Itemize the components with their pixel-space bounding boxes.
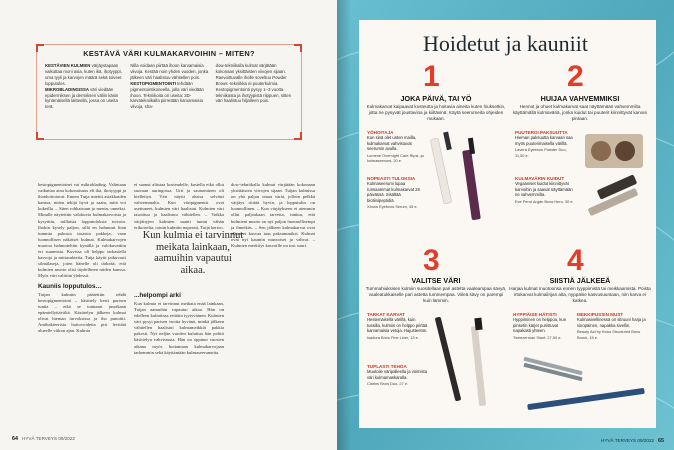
- product-card-4: KULMAVÄRIN KUIDUT Vegaaniset kuidut kiinnittyvät karvoihin ja saavat näyttämään ne vahvemmilta. Eve Perot Argan Brow Hero, 30 e.: [515, 176, 574, 204]
- powder-products-image: [579, 128, 651, 228]
- gutter-shadow: [337, 0, 351, 450]
- product-card-8: MEKKIPUSSIN MUST Kulmasivellinessä on sitruuni harja ja vinopäinen, napakka sivellin. Beauty Aid by Kicks Structured Brow Brush, 15 e.: [577, 312, 646, 340]
- pull-quote: Kun kulmia ei tarvinnut meikata lainkaan, aamuihin vapautui aikaa.: [142, 230, 244, 276]
- article-column-1: kestopigmentoinet vai mikroblading. Valintaan vaikuttaa aina kokonaisuus eli ikä, ihotyyppi ja ihonhoitotavat. Ennen Tuija miettii asiakkaiden kanssa, miten tekijä hyvä ja saatu, mitä voi kokeilla. – Siten rohkaisuun ja menin, onneksi. Minulle näytettiin valokuvia kulmakarvoista ja kysyttiin, millaisia lopputuloksia toivoin. Ihokin kysely paljon, sillä en halunnut liian tummia pakosta tasaisia pakkeja, vaan luonnollisen näköiset kulmat. Kulmakarvojen muotoa hahmoteltiin kynällä ja valokuvattiin eri suunnista. Kuvissa oli helppo tarkastella kasvoja ja mittasuhteita. Tuija käytti jatkuvasti silmälaseja, joten hänelle oli tärkeää, että kulmien muoto olisi täydellinen niiden kanssa. Myös väri valittiin yhdessä. Kauniis lopputulos… Tuijan kulmiin päätettiin tehdä kestopigmentointi – käsittely kesti parisen tuntia – eikä se tuntunut juurikaan epämiellyttävältä. Käsittelyn jälkeen kulmat olivat hieman turvoksissa ja iho punoitti. Antibakteerista hoitovoidetta piti levittää alueelle viikon ajan. Kulmia: [38, 182, 126, 334]
- info-col-3: dow-tekniikalla kulmat värjätään kokonaan yksittäisten viivojen sijaan. Raevoittuvalle iholle soveltuu Powder Brows -tekniikka ei puuterkulmia. Kestopigmentointi pysyy 1–3 vuotta tekniikasta ja ihotyypistä riippuen, sitten väri haalistuu hiljalleen pois.: [215, 63, 292, 104]
- section-text-1: Kulmakarvat kaipaavat kosteutta ja hoitavia aineita kuten hiuksetkin, jotta ne pysyvät joustavina ja kiiltävinä. Käytä seerumeita ohjeiden mukaan.: [366, 104, 506, 121]
- pencil-products-image: [431, 308, 507, 418]
- product-card-3: PUUTEROI PAKSUUTTA Hieman paksuutta karvaan saa myös puuterimaisella värillä. Lavera Eyebrow Powder Duo, 11,50 e.: [515, 130, 573, 158]
- right-folio: HYVÄ TERVEYS 09/2022 65: [601, 438, 664, 444]
- section-title-2: HUIJAA VAHVEMMIKSI: [540, 94, 620, 103]
- product-card-6: TUPLASTI TEHOA Muotoile väripalleella ja voimista väri kulmamaskaralla. Clarins Brow Duo, 27 e.: [367, 364, 428, 387]
- info-col-2: Nilla voidaan piirtää ihoon karvamaisia viivoja. Kestää noin yhden vuoden, jonka jälkeen väri haalistuu vähitellen pois. KESTOPIGMENTOINTI tehdään pigmentointikoneella, jolla väri viedään ihoon. Tekniikoita on useita: 3D-karvatekniikalla piirretään karvamaisia viivoja, sha-: [130, 63, 209, 110]
- section-number-1: 1: [423, 60, 440, 93]
- section-number-4: 4: [567, 244, 584, 277]
- section-number-2: 2: [567, 60, 584, 93]
- article-column-2: ei saanut altistaa kosteudelle, kastella eikä ollut suoraan auringossa. Urit ja saunominen oli kiellettyä. Väri näytti alussa selvästi vahvemmalta. Kun väripigmentit ovat asettuneet, kulmien väri haalistui. Kulmien väri tasoittuu ja haalistuu vähitellen. – Vaikka värjättyjen kulmien saanti tuntui vähän erikoiselta, totuin kulmiin nopeasti, Tuija kertoo. ...helpompi arki Kun kulmia ei tarvinnut meikata enää lainkaan, Tuijan aamuihin vapautui aikaa. Hän on edelleen kulmiinsa erittäin tyytyväinen. Kulmien väri pysyi parisen vuotta hyvänä, minkä jälkeen vähitellen haalistui kulmameikkiä pakkia pakosti. Nyt neljän vuoden kuluttua hän pohtii käsittelyn vahvistusta. Hän on oppinut vuosien aikana myös hoitamaan kulmakarvojaan tarkemmin sekä käyttämään kulmaseerumeita.: [134, 182, 224, 355]
- subheading-easier: ...helpompi arki: [134, 291, 181, 299]
- left-folio: 64 HYVÄ TERVEYS 09/2022: [12, 436, 75, 442]
- section-number-3: 3: [423, 244, 440, 277]
- article-body: [38, 182, 314, 422]
- section-text-2: Hennot ja ohuet kulmakarvat saat näyttämään vahvemmilta käyttämällä kulmaväriä, jonka kuidut tai puuterit kiinnittyvät karvan pintaan.: [512, 104, 648, 121]
- product-card-5: TARKAT KARVAT Hestemäisellä värillä, kuin tussilla, kulmiin on helppo piirtää karvamaisia vetoja. Hajusteeton. Isadora Brow Fine Liner, 13 e.: [367, 312, 428, 340]
- section-title-3: VALITSE VÄRI: [411, 276, 461, 285]
- section-text-4: Harjaa kulmat muotoonsa ennen tyyppimistä tai meikkaamista. Poista irtokarvat kulmalinjan alta, nyppäise kasvusuuntaan, niin karva ei katkea.: [509, 286, 651, 303]
- info-col-1: KESTÄVIEN KULMIEN värjäystapaan vaikuttaa moni asia, kuten ikä, ihotyyppi, oma tyyli ja karvojen määrä sekä toiveet lopputulos. MIKROBLADINGISSA väri viedään epidermiksen ja dermiksen väliin käsin kynämäisellä laitteella, jossa on useita terä.: [45, 63, 122, 110]
- section-title-4: SIISTIÄ JÄLKEEÄ: [549, 276, 611, 285]
- product-card-2: NOPEASTI TULOKSIA Kulmaseerumi lupaa runsaammat kulmakarvat 28 päivässä. Sisältää biotiinipeptidiä. Xbrow Eyebrow Serum, 45 e.: [367, 176, 420, 210]
- tools-products-image: [519, 356, 649, 420]
- product-card-7: HYPPIÄISE HÄTISTI Hyppiminen on helppoa, kun pinsetin kärjet puristuvat napakasti yhteen. Tweezerman Slant, 27,50 e.: [513, 312, 567, 340]
- section-text-3: Tummahiuksisen kulmiin suositellaan pari astetta vaaleampaa sävyä, vaaleatukkaiselle pari astetta tummempaa. Viileä sävy on parempi kuin lämmin.: [365, 286, 507, 303]
- section-title-1: JOKA PÄIVÄ, TAI YÖ: [400, 94, 472, 103]
- subheading-result: Kauniis lopputulos…: [38, 282, 102, 290]
- article-column-3: dow-tekniikalla kulmat värjätään kokonaan yksittäisten viivojen sijaan. Tuijan kulmissa on yhä paljon omaa väriä, jolloin pelkkä värjäys riittää hyvin, ja lopputulos on luonnollinen. – Kun värjäykseen ei aiemmin ollut paljoakaan tarvetta, tuntuu, että kulmieni muoto on nyt paljon luonnollisempi ja ilmeikäs. – Sen jälkeen kulmakarvat ovat alkaneet kasvaa taas paksummiksi. Kulmat ovat nyt kauniin muotoiset ja vahvat. – Kulmien merkitys kasvoille on tosi suuri.: [231, 182, 315, 248]
- serum-products-image: [427, 128, 507, 228]
- right-page: [337, 0, 674, 450]
- product-card-1: YÖHOITAJA Kun sinä olet unten mailla, kulmakarvat vahvistuvat seerumin avulla. Lumene Overnight Care Ripsi- ja kulmaseerumi, 20 e.: [367, 130, 424, 164]
- page-headline: Hoidetut ja kauniit: [423, 31, 588, 56]
- info-box-title: KESTÄVÄ VÄRI KULMAKARVOIHIN – MITEN?: [77, 49, 261, 58]
- info-box: [36, 44, 302, 140]
